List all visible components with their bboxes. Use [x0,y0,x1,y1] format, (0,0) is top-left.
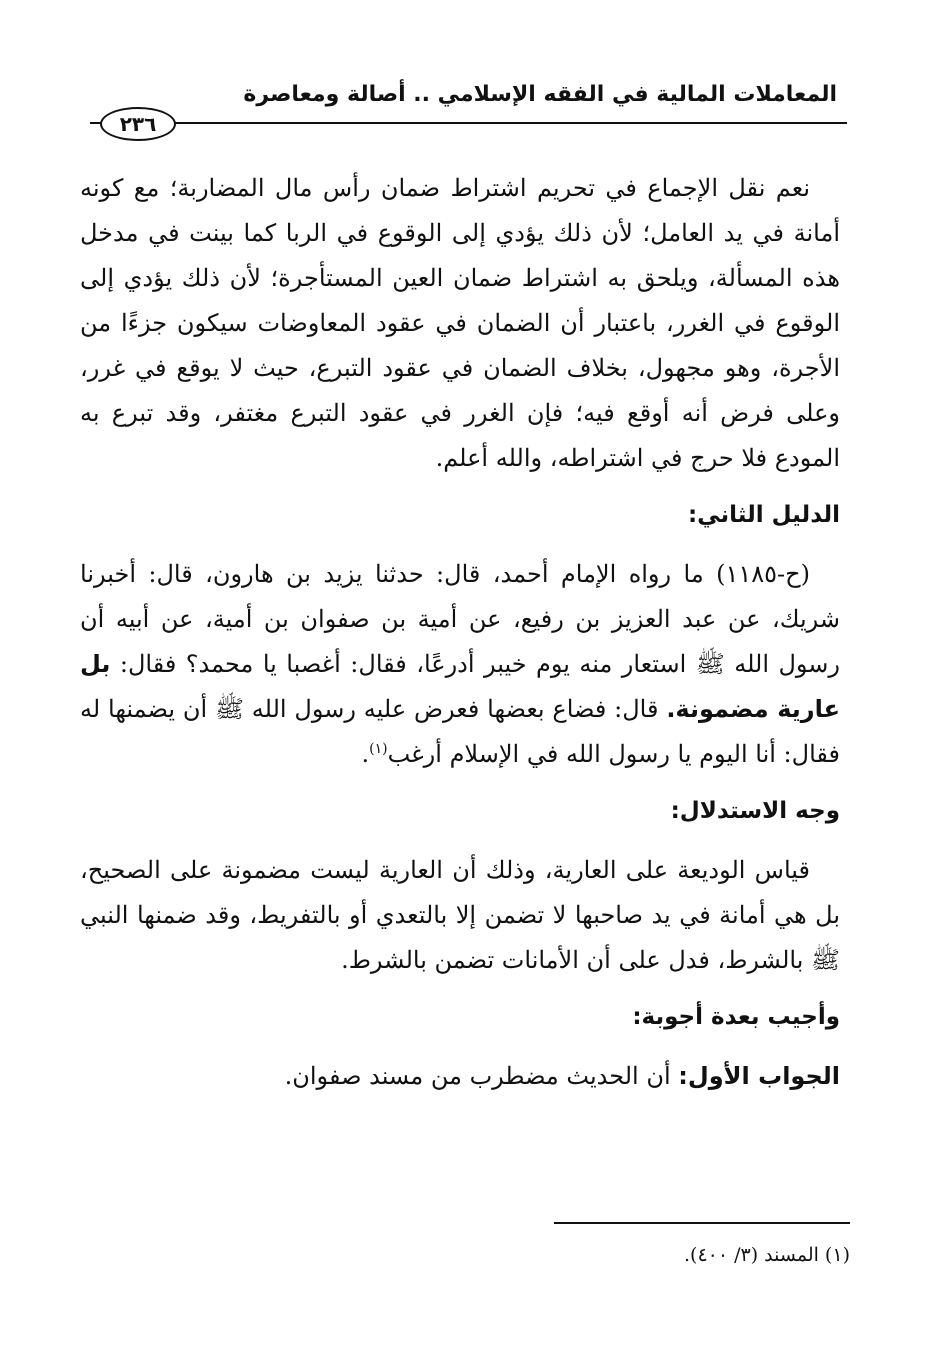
header-rule [90,122,847,124]
hadith-bold-phrase: بل عارية مضمونة. [80,650,840,723]
footnote-reference: (١) [369,741,388,757]
first-answer-text: أن الحديث مضطرب من مسند صفوان. [284,1062,671,1090]
body-text [80,166,840,1099]
heading-inference: وجه الاستدلال: [670,798,840,824]
running-title: المعاملات المالية في الفقه الإسلامي .. أصالة ومعاصرة [243,82,837,107]
paragraph-first-answer [80,1054,840,1099]
paragraph-inference: قياس الوديعة على العارية، وذلك أن العارية ليست مضمونة على الصحيح، بل هي أمانة في يد صاحبها لا تضمن إلا بالتعدي أو بالتفريط، وقد ضمنها النبي ﷺ بالشرط، فدل على أن الأمانات تضمن بالشرط. [80,856,840,974]
hadith-rest: قال: فضاع بعضها فعرض عليه رسول الله ﷺ أن يضمنها له فقال: أنا اليوم يا رسول الله في الإسلام أرغب [80,695,840,768]
paragraph-ijma: نعم نقل الإجماع في تحريم اشتراط ضمان رأس مال المضاربة؛ مع كونه أمانة في يد العامل؛ لأن ذلك يؤدي إلى الوقوع في الربا كما بينت في مدخل هذه المسألة، ويلحق به اشتراط ضمان العين المستأجرة؛ لأن ذلك يؤدي إلى الوقوع في الغرر، باعتبار أن الضمان في عقود المعاوضات سيكون جزءًا من الأجرة، وهو مجهول، بخلاف الضمان في عقود التبرع، حيث لا يوقع في غرر، وعلى فرض أنه أوقع فيه؛ فإن الغرر في عقود التبرع مغتفر، وقد تبرع به المودع فلا حرج في اشتراطه، والله أعلم. [80,174,840,472]
hadith-end: . [361,740,370,768]
heading-answers: وأجيب بعدة أجوبة: [632,1004,840,1030]
paragraph-hadith [80,552,840,777]
page-number: ٢٣٦ [100,107,176,141]
hadith-intro: (ح-١١٨٥) ما رواه الإمام أحمد، قال: حدثنا يزيد بن هارون، قال: أخبرنا شريك، عن عبد العزيز بن رفيع، عن أمية بن صفوان بن أمية، عن أبيه أن رسول الله ﷺ استعار منه يوم خيبر أدرعًا، فقال: أغصبا يا محمد؟ فقال: [80,560,840,678]
footnote-rule [554,1222,850,1224]
footnote: (١) المسند (٣/ ٤٠٠). [683,1244,850,1266]
heading-second-evidence: الدليل الثاني: [687,502,840,528]
first-answer-label: الجواب الأول: [678,1062,840,1090]
